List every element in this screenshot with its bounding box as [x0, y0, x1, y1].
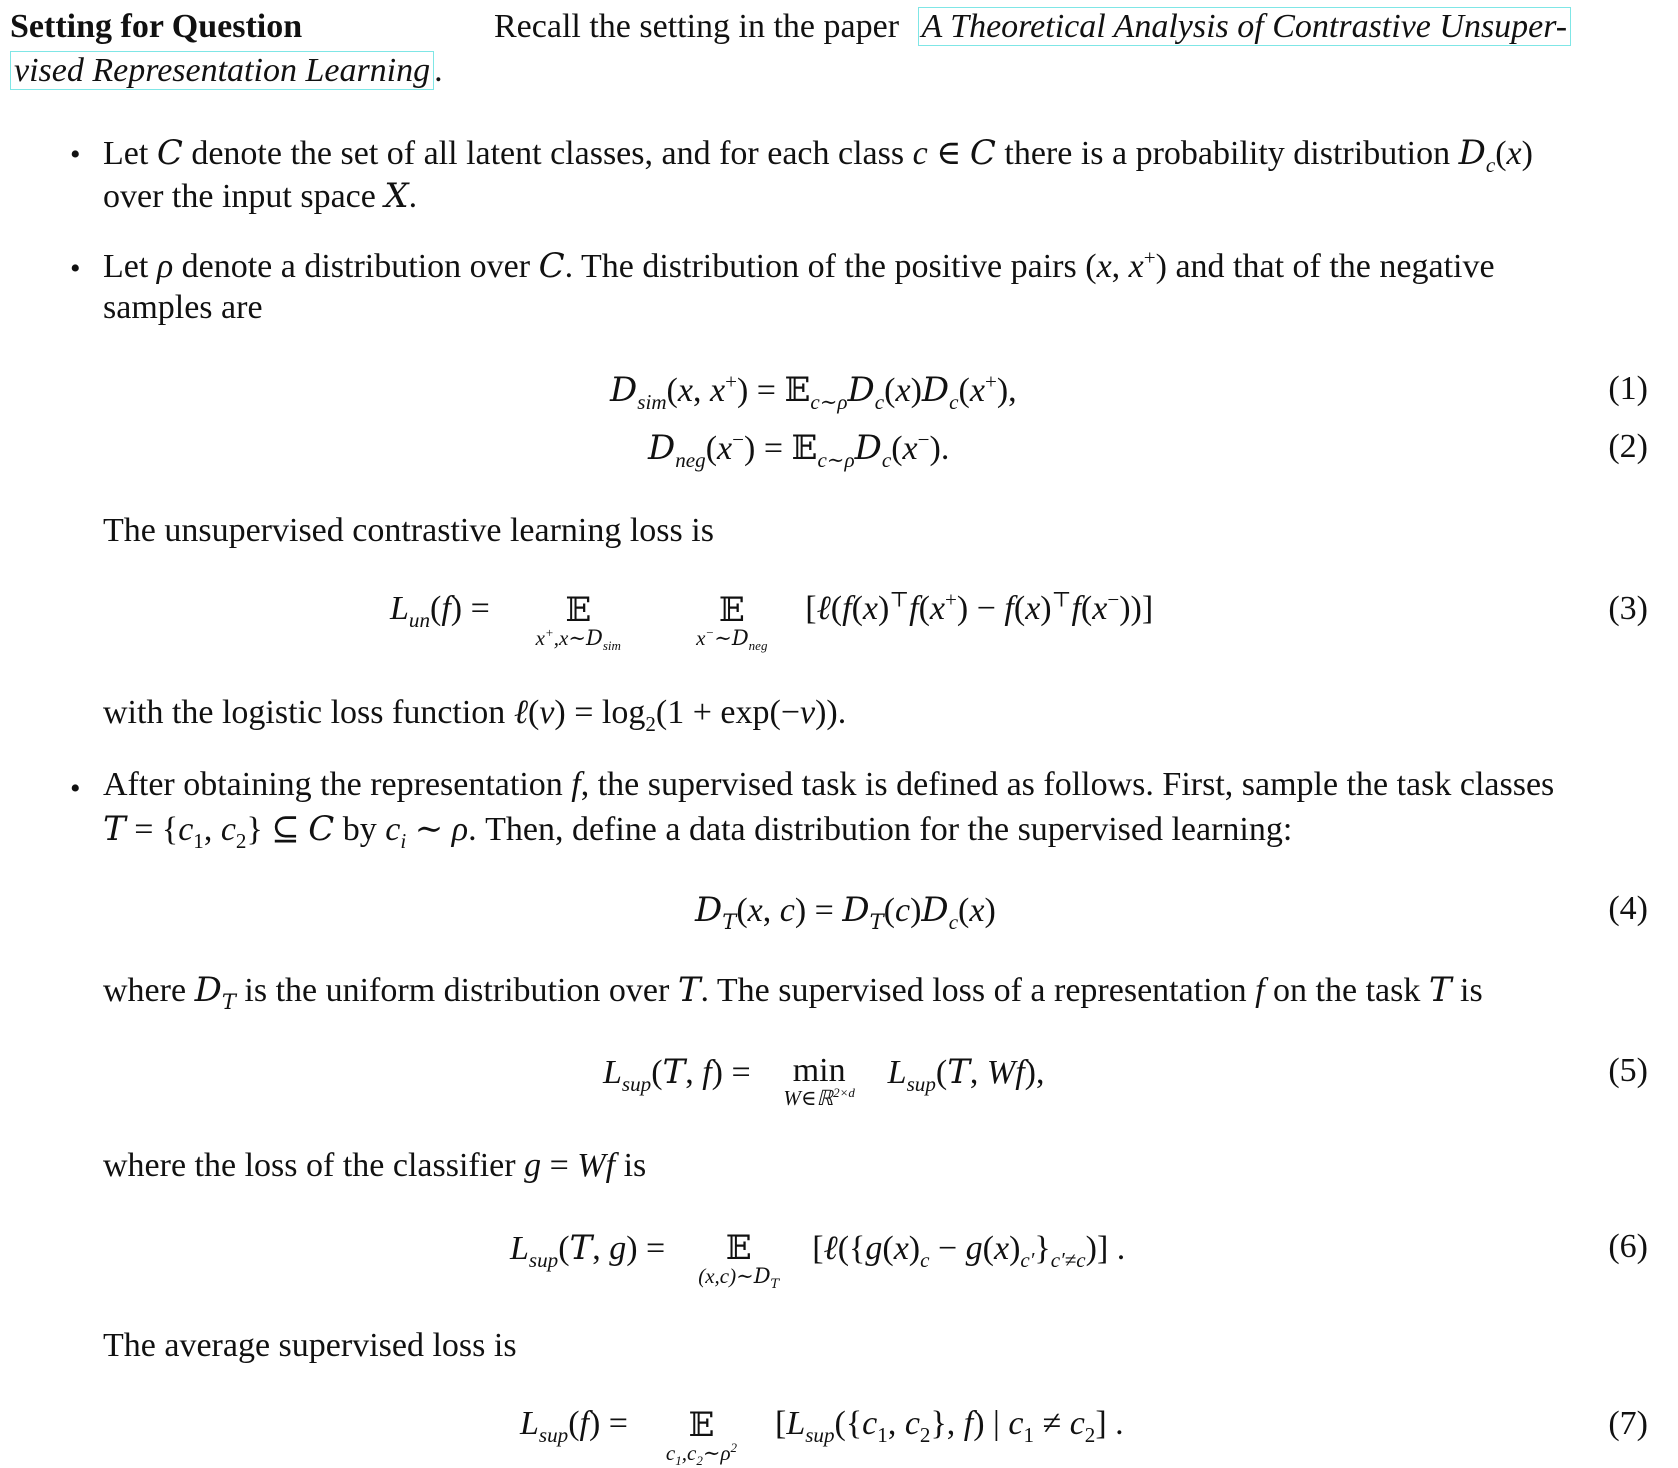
header-line-1-right	[494, 8, 1571, 46]
equation-number-2: (2)	[1608, 428, 1648, 465]
equation-number-5: (5)	[1608, 1052, 1648, 1089]
where-classifier-a: where the loss of the classifier	[103, 1147, 516, 1184]
equation-3: $L_{un}(f)$ = 𝔼 $x^+,x\sim D_{sim}$ 𝔼 $x^-\sim D_{neg}$ [ℓ(f(x)⊤f(x+) − f(x)⊤f(x−))]	[390, 587, 1154, 654]
where-classifier-line: where the loss of the classifier g = Wf is	[103, 1147, 647, 1184]
bullet1-line1: Let C denote the set of all latent classes, and for each class c ∈ C there is a probability distribution $D_c(x)$	[103, 133, 1533, 177]
bullet3-text-a: After obtaining the representation	[103, 766, 563, 803]
avg-intro: The average supervised loss is	[103, 1327, 517, 1364]
paper-link-part1[interactable]: A Theoretical Analysis of Contrastive Unsuper-	[918, 7, 1572, 46]
bullet2-text-a: Let	[103, 248, 149, 285]
header-line-2	[10, 52, 443, 90]
equation-number-6: (6)	[1608, 1228, 1648, 1265]
equation-6: $L_{sup}(T$, g) = 𝔼 $(x,c)\sim D_T$ $[\ell(\{g(x)_c - g(x)_{c'}\}_{c'\ne c})]$ .	[510, 1228, 1126, 1293]
bullet2-text-b: denote a distribution over	[181, 248, 531, 285]
where-uniform-d: on the task	[1273, 972, 1421, 1009]
equation-1: $D_{sim}(x$, $x^+) = 𝔼_{c\sim\rho}D_c(x)D_c(x^+)$,	[610, 369, 1017, 414]
where-uniform-b: is the uniform distribution over	[244, 972, 670, 1009]
where-uniform-line: where $D_T$ is the uniform distribution over T. The supervised loss of a representation f on the task T is	[103, 970, 1483, 1014]
unsup-intro: The unsupervised contrastive learning loss is	[103, 512, 714, 549]
bullet3-text-d: . Then, define a data distribution for the supervised learning:	[468, 811, 1293, 848]
equation-2: $D_{neg}(x^-)$ = $𝔼_{c\sim\rho}D_c(x^-)$.	[648, 427, 950, 472]
equation-4: $D_T(x$, $c) = D_T(c)D_c(x)$	[695, 890, 996, 934]
bullet1-line2-text: over the input space	[103, 178, 376, 215]
where-uniform-a: where	[103, 972, 187, 1009]
logistic-line: with the logistic loss function ℓ(v) = $\log_2(1 + \exp(-v))$.	[103, 694, 847, 736]
bullet3-line1: After obtaining the representation f, the supervised task is defined as follows. First, sample the task classes	[103, 766, 1555, 803]
bullet3-text-b: , the supervised task is defined as follows. First, sample the task classes	[580, 766, 1555, 803]
bullet2-text-d: and that of the negative	[1175, 248, 1495, 285]
equation-5: $L_{sup}(T$, f) = min W∈ℝ$^{2\times d}$ $L_{sup}(T$, Wf),	[603, 1052, 1045, 1110]
bullet-dot-1: •	[70, 138, 81, 171]
bullet-dot-2: •	[70, 252, 81, 285]
bullet2-line2-text: samples are	[103, 289, 263, 326]
header-intro: Recall the setting in the paper	[494, 8, 900, 45]
bullet1-text-c: there is a probability distribution	[1004, 135, 1451, 172]
equation-number-1: (1)	[1608, 370, 1648, 407]
bullet3-text-c: by	[342, 811, 377, 848]
where-uniform-c: . The supervised loss of a representation	[700, 972, 1247, 1009]
bullet3-line2: $T = \{c_1$, $c_2$} ⊆ C by $c_i$ ∼ ρ. Then, define a data distribution for the supervised learning:	[103, 809, 1293, 853]
equation-number-7: (7)	[1608, 1405, 1648, 1442]
header-line-1	[10, 8, 302, 46]
equation-number-3: (3)	[1608, 590, 1648, 627]
header-period: .	[434, 52, 443, 89]
section-title: Setting for Question	[10, 8, 303, 45]
bullet1-line2: over the input space X.	[103, 176, 418, 216]
paper-link-part2[interactable]: vised Representation Learning	[10, 51, 434, 90]
bullet-dot-3: •	[70, 772, 81, 805]
bullet2-line2	[103, 289, 1648, 327]
equation-7: $L_{sup}(f)$ = 𝔼 $c_1,c_2\sim\rho^2$ [$L_{sup}(\{c_1$, $c_2$}, f) | $c_1 \ne c_2$] .	[520, 1405, 1124, 1468]
equation-number-4: (4)	[1608, 890, 1648, 927]
bullet1-text-b: denote the set of all latent classes, and for each class	[191, 135, 905, 172]
where-classifier-b: is	[623, 1147, 647, 1184]
bullet1-text-a: Let	[103, 135, 149, 172]
logistic-text: with the logistic loss function	[103, 694, 506, 731]
bullet2-line1: Let ρ denote a distribution over C. The distribution of the positive pairs (x, x+) and that of the negative	[103, 245, 1495, 286]
where-uniform-e: is	[1460, 972, 1483, 1009]
bullet2-text-c: . The distribution of the positive pairs	[564, 248, 1077, 285]
